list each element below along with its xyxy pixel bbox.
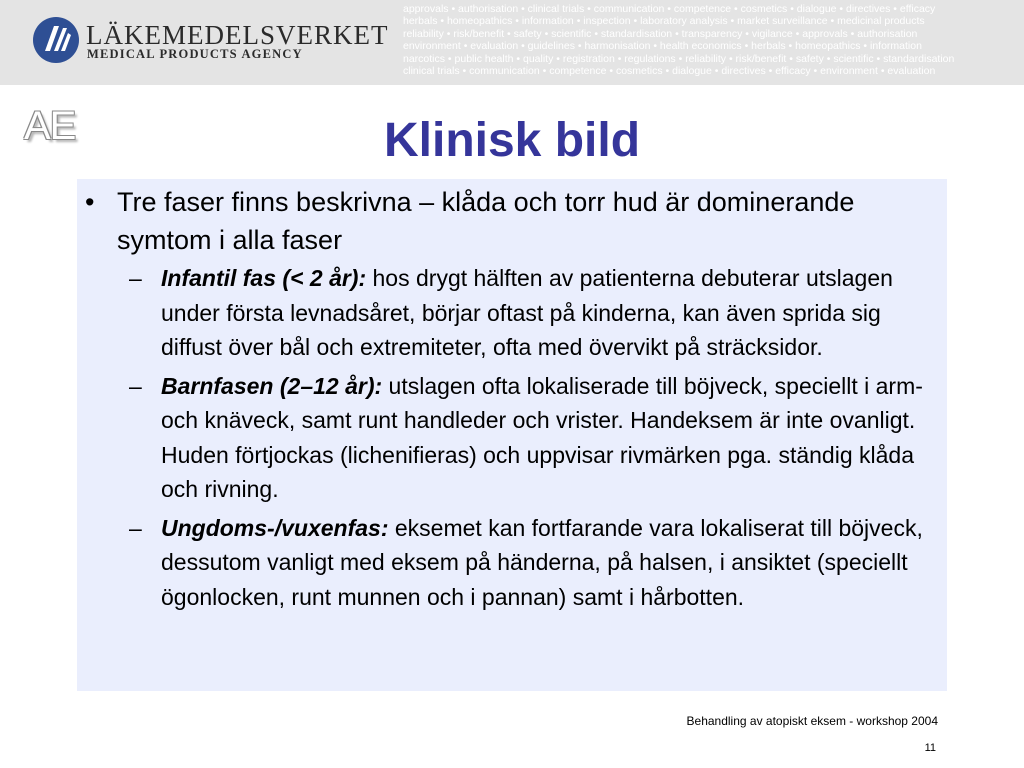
- subbullet-lead: Infantil fas (< 2 år):: [161, 265, 367, 291]
- keyword-line: environment • evaluation • guidelines • harmonisation • health economics • herbals • homeopathics • information: [403, 40, 922, 53]
- subbullet-adolescent-adult: [77, 511, 937, 615]
- keyword-line: herbals • homeopathics • information • inspection • laboratory analysis • market surveillance • medicinal products: [403, 15, 925, 28]
- footer-text: Behandling av atopiskt eksem - workshop 2004: [686, 714, 938, 728]
- dash-marker: –: [129, 372, 142, 399]
- main-bullet: [77, 183, 937, 259]
- subbullet-childhood: [77, 369, 937, 507]
- lakemedelsverket-logo-icon: [32, 16, 80, 64]
- subbullet-lead: Ungdoms-/vuxenfas:: [161, 514, 389, 541]
- page-number: 11: [924, 742, 936, 754]
- dash-marker: –: [129, 514, 142, 541]
- ae-mark: AE: [24, 104, 76, 148]
- agency-name: LÄKEMEDELSVERKET: [86, 20, 389, 50]
- slide-title: Klinisk bild: [383, 114, 641, 167]
- dash-marker: –: [129, 265, 142, 291]
- subbullet-text: utslagen ofta lokaliserade till böjveck, speciellt i arm- och knäveck, samt runt handleder och vrister. Handeksem är inte ovanligt. Huden förtjockas (lichenifieras) och uppvisar rivmärken pga. ständig klåda och rivning.: [161, 372, 923, 502]
- subbullet-infantile: [77, 261, 937, 365]
- keyword-line: approvals • authorisation • clinical trials • communication • competence • cosmetics • dialogue • directives • efficacy: [403, 3, 936, 15]
- keyword-line: narcotics • public health • quality • registration • regulations • reliability • risk/benefit • safety • scientific • standardisation: [403, 52, 955, 65]
- main-bullet-text: Tre faser finns beskrivna – klåda och torr hud är dominerande symtom i alla faser: [117, 187, 855, 255]
- keyword-banner: [403, 3, 1024, 81]
- header-banner: [0, 0, 1024, 85]
- subbullet-text: hos drygt hälften av patienterna debuterar utslagen under första levnadsåret, börjar oftast på kinderna, kan även sprida sig diffust över bål och extremiteter, ofta med övervikt på sträcksidor.: [161, 265, 893, 360]
- keyword-line: clinical trials • communication • competence • cosmetics • dialogue • directives • efficacy • environment • evaluation: [403, 65, 936, 78]
- bullet-marker: •: [85, 187, 95, 217]
- subbullet-text: eksemet kan fortfarande vara lokaliserat till böjveck, dessutom vanligt med eksem på händerna, på halsen, i ansiktet (speciellt ögonlocken, runt munnen och i pannan) samt i hårbotten.: [161, 514, 923, 610]
- content-box: [77, 179, 947, 691]
- agency-subtitle: MEDICAL PRODUCTS AGENCY: [87, 47, 303, 61]
- keyword-line: reliability • risk/benefit • safety • scientific • standardisation • transparency • vigilance • approvals • authorisation: [403, 27, 918, 40]
- subbullet-list: [77, 261, 937, 614]
- subbullet-lead: Barnfasen (2–12 år):: [161, 372, 383, 399]
